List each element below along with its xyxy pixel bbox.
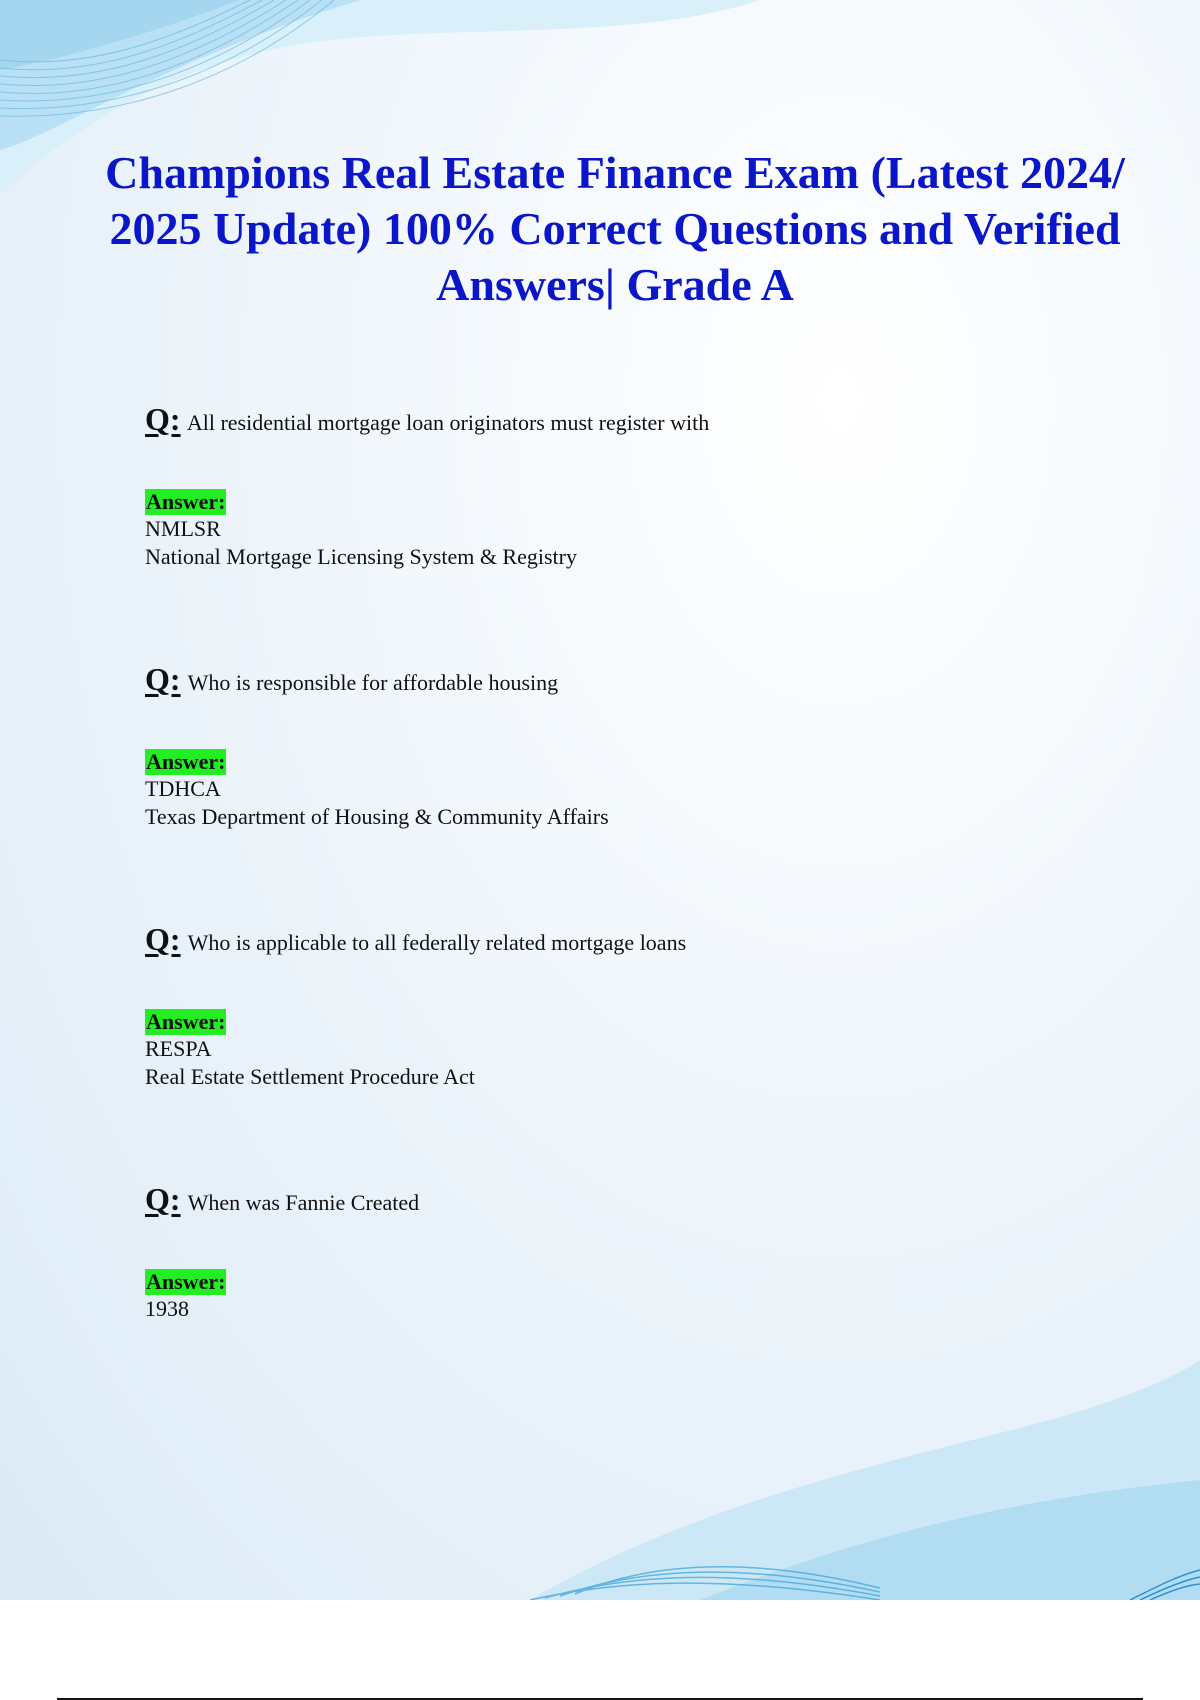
answer-label: Answer: bbox=[146, 1269, 226, 1294]
question-text: When was Fannie Created bbox=[187, 1190, 420, 1215]
qa-item bbox=[145, 1181, 1095, 1323]
question-line bbox=[145, 401, 1095, 437]
qa-item bbox=[145, 661, 1095, 831]
qa-item bbox=[145, 401, 1095, 571]
question-label: Q: bbox=[145, 661, 181, 697]
question-label: Q: bbox=[145, 1181, 181, 1217]
question-text: Who is responsible for affordable housing bbox=[187, 670, 559, 695]
question-text: All residential mortgage loan originators must register with bbox=[186, 410, 710, 435]
answer-text: NMLSR bbox=[145, 516, 221, 541]
answer-label: Answer: bbox=[146, 489, 226, 514]
answer-text: Texas Department of Housing & Community Affairs bbox=[145, 804, 609, 829]
question-label: Q: bbox=[145, 401, 181, 437]
answer-text: National Mortgage Licensing System & Registry bbox=[145, 544, 577, 569]
question-line bbox=[145, 661, 1095, 697]
question-line bbox=[145, 1181, 1095, 1217]
answer-text: 1938 bbox=[145, 1296, 189, 1321]
answer-text: TDHCA bbox=[145, 776, 221, 801]
answer-text: RESPA bbox=[145, 1036, 212, 1061]
question-text: Who is applicable to all federally related mortgage loans bbox=[187, 930, 687, 955]
question-label: Q: bbox=[145, 921, 181, 957]
answer-text: Real Estate Settlement Procedure Act bbox=[145, 1064, 475, 1089]
answer-label: Answer: bbox=[146, 749, 226, 774]
question-line bbox=[145, 921, 1095, 957]
document-title: Champions Real Estate Finance Exam (Latest 2024/ 2025 Update) 100% Correct Questions and Verified Answers| Grade A bbox=[105, 147, 1125, 310]
answer-label: Answer: bbox=[146, 1009, 226, 1034]
qa-item bbox=[145, 921, 1095, 1091]
